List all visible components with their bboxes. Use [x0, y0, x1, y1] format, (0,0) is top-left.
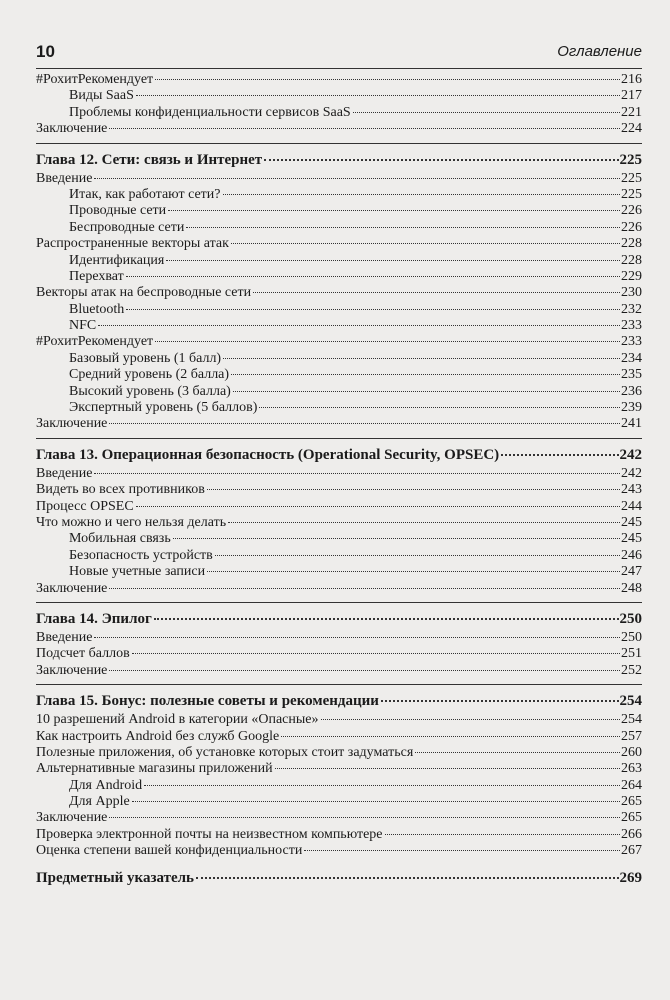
toc-entry[interactable]: [36, 285, 642, 301]
toc-page-number: 269: [619, 869, 642, 886]
dot-leader: [228, 522, 620, 523]
dot-leader: [109, 423, 620, 424]
dot-leader: [126, 309, 620, 310]
toc-entry[interactable]: [36, 564, 642, 580]
toc-page-number: 254: [621, 712, 642, 728]
toc-entry-title: Процесс OPSEC: [36, 498, 134, 514]
toc-page-number: 224: [621, 121, 642, 137]
toc-chapter-entry[interactable]: [36, 691, 642, 712]
toc-entry[interactable]: [36, 302, 642, 318]
toc-page-number: 244: [621, 498, 642, 514]
toc-page-number: 221: [621, 104, 642, 120]
toc-entry[interactable]: [36, 843, 642, 859]
page-header: [36, 42, 642, 69]
toc-entry-title: Глава 14. Эпилог: [36, 610, 152, 627]
toc-page-number: 217: [621, 88, 642, 104]
section-divider: [36, 684, 642, 685]
toc-page-number: 234: [621, 350, 642, 366]
dot-leader: [264, 159, 618, 161]
toc-entry[interactable]: [36, 646, 642, 662]
toc-entry-title: Глава 13. Операционная безопасность (Operational Security, OPSEC): [36, 446, 500, 463]
toc-page-number: 230: [621, 285, 642, 301]
toc-entry-title: Подсчет баллов: [36, 646, 130, 662]
dot-leader: [126, 276, 620, 277]
dot-leader: [233, 391, 620, 392]
dot-leader: [501, 454, 618, 456]
toc-entry[interactable]: [36, 745, 642, 761]
toc-entry[interactable]: [36, 105, 642, 121]
toc-entry-title: Мобильная связь: [69, 531, 171, 547]
toc-entry-title: Что можно и чего нельзя делать: [36, 514, 227, 530]
toc-entry-title: Предметный указатель: [36, 869, 194, 886]
toc-entry-title: Средний уровень (2 балла): [69, 367, 230, 383]
running-header-title: Оглавление: [557, 43, 642, 60]
toc-entry[interactable]: [36, 253, 642, 269]
dot-leader: [144, 785, 620, 786]
toc-page-number: 235: [621, 367, 642, 383]
dot-leader: [415, 752, 620, 753]
dot-leader: [94, 637, 620, 638]
toc-page-number: 225: [619, 151, 642, 168]
toc-page-number: 245: [621, 514, 642, 530]
toc-entry-title: #РохитРекомендует: [36, 334, 154, 350]
toc-entry[interactable]: [36, 827, 642, 843]
dot-leader: [253, 292, 620, 293]
toc-page-number: 267: [621, 843, 642, 859]
toc-entry-title: Для Android: [69, 777, 143, 793]
toc-entry-title: Для Apple: [69, 794, 130, 810]
toc-entry[interactable]: [36, 187, 642, 203]
dot-leader: [215, 555, 620, 556]
toc-entry-title: Высокий уровень (3 балла): [69, 383, 231, 399]
dot-leader: [223, 358, 620, 359]
toc-page-number: 243: [621, 482, 642, 498]
dot-leader: [385, 834, 620, 835]
toc-page-number: 264: [621, 777, 642, 793]
toc-entry[interactable]: [36, 203, 642, 219]
toc-chapter-entry[interactable]: [36, 150, 642, 171]
toc-entry[interactable]: [36, 220, 642, 236]
toc-entry-title: Оценка степени вашей конфиденциальности: [36, 843, 303, 859]
toc-page-number: 265: [621, 794, 642, 810]
dot-leader: [281, 736, 620, 737]
toc-page-number: 254: [619, 693, 642, 710]
toc-entry[interactable]: [36, 548, 642, 564]
dot-leader: [275, 768, 620, 769]
dot-leader: [196, 877, 619, 879]
toc-entry[interactable]: [36, 72, 642, 88]
dot-leader: [166, 260, 620, 261]
toc-entry[interactable]: [36, 466, 642, 482]
toc-entry[interactable]: [36, 400, 642, 416]
section-divider: [36, 438, 642, 439]
toc-chapter-entry[interactable]: [36, 609, 642, 630]
toc-page-number: 263: [621, 761, 642, 777]
toc-entry-title: Глава 15. Бонус: полезные советы и рекомендации: [36, 693, 379, 710]
toc-page-number: 225: [621, 186, 642, 202]
toc-entry[interactable]: [36, 88, 642, 104]
toc-page-number: 251: [621, 646, 642, 662]
dot-leader: [136, 95, 620, 96]
dot-leader: [94, 178, 620, 179]
toc-page-number: 248: [621, 580, 642, 596]
toc-page-number: 232: [621, 301, 642, 317]
toc-page-number: 247: [621, 564, 642, 580]
toc-page-number: 245: [621, 531, 642, 547]
toc-entry-title: Распространенные векторы атак: [36, 236, 229, 252]
toc-entry[interactable]: [36, 482, 642, 498]
toc-chapter-entry[interactable]: [36, 868, 642, 889]
toc-entry-title: Итак, как работают сети?: [69, 186, 221, 202]
dot-leader: [132, 801, 620, 802]
toc-page-number: 233: [621, 334, 642, 350]
dot-leader: [231, 374, 620, 375]
dot-leader: [136, 506, 620, 507]
toc-entry[interactable]: [36, 367, 642, 383]
toc-entry[interactable]: [36, 581, 642, 597]
toc-entry[interactable]: [36, 515, 642, 531]
toc-page-number: 241: [621, 416, 642, 432]
toc-entry-title: Заключение: [36, 416, 108, 432]
dot-leader: [207, 571, 620, 572]
section-divider: [36, 602, 642, 603]
dot-leader: [109, 588, 620, 589]
toc-entry-title: Введение: [36, 170, 93, 186]
toc-entry-title: Заключение: [36, 121, 108, 137]
dot-leader: [109, 817, 620, 818]
toc-entry-title: #РохитРекомендует: [36, 72, 154, 87]
toc-entry-title: Альтернативные магазины приложений: [36, 761, 273, 777]
dot-leader: [155, 79, 620, 80]
dot-leader: [168, 210, 620, 211]
toc-entry[interactable]: [36, 663, 642, 679]
toc-entry[interactable]: [36, 318, 642, 334]
dot-leader: [223, 194, 621, 195]
toc-entry-title: NFC: [69, 318, 97, 334]
toc-entry[interactable]: [36, 630, 642, 646]
toc-page-number: 226: [621, 203, 642, 219]
toc-entry-title: Глава 12. Сети: связь и Интернет: [36, 151, 263, 168]
toc-page-number: 260: [621, 744, 642, 760]
dot-leader: [381, 700, 619, 702]
toc-entry[interactable]: [36, 236, 642, 252]
toc-page-number: 265: [621, 810, 642, 826]
toc-entry[interactable]: [36, 499, 642, 515]
toc-entry[interactable]: [36, 761, 642, 777]
dot-leader: [132, 653, 620, 654]
toc-page-number: 229: [621, 268, 642, 284]
dot-leader: [98, 325, 620, 326]
toc-page-number: 242: [621, 465, 642, 481]
dot-leader: [109, 128, 620, 129]
toc-entry-title: Идентификация: [69, 252, 165, 268]
dot-leader: [259, 407, 620, 408]
toc-entry-title: Векторы атак на беспроводные сети: [36, 285, 252, 301]
dot-leader: [154, 618, 619, 620]
toc-page-number: 246: [621, 547, 642, 563]
toc-entry-title: Базовый уровень (1 балл): [69, 350, 222, 366]
toc-page-number: 239: [621, 400, 642, 416]
dot-leader: [207, 489, 620, 490]
toc-entry-title: Введение: [36, 465, 93, 481]
toc-entry-title: Полезные приложения, об установке которых стоит задуматься: [36, 744, 414, 760]
toc-page-number: 266: [621, 826, 642, 842]
toc-entry-title: 10 разрешений Android в категории «Опасные»: [36, 712, 319, 728]
dot-leader: [109, 670, 620, 671]
dot-leader: [94, 473, 620, 474]
toc-entry[interactable]: [36, 351, 642, 367]
toc-page-number: 225: [621, 170, 642, 186]
toc-page-number: 252: [621, 662, 642, 678]
dot-leader: [353, 112, 620, 113]
dot-leader: [173, 538, 620, 539]
toc-entry[interactable]: [36, 729, 642, 745]
toc-entry-title: Безопасность устройств: [69, 547, 213, 563]
toc-page-number: 250: [621, 629, 642, 645]
toc-entry-title: Перехват: [69, 268, 124, 284]
section-divider: [36, 143, 642, 144]
toc-entry-title: Проблемы конфиденциальности сервисов SaaS: [69, 104, 351, 120]
dot-leader: [155, 341, 620, 342]
table-of-contents: [36, 72, 642, 889]
toc-entry[interactable]: [36, 712, 642, 728]
toc-entry[interactable]: [36, 810, 642, 826]
toc-entry-title: Заключение: [36, 662, 108, 678]
toc-entry-title: Виды SaaS: [69, 88, 134, 104]
toc-chapter-entry[interactable]: [36, 445, 642, 466]
toc-page-number: 250: [619, 610, 642, 627]
dot-leader: [231, 243, 620, 244]
toc-entry-title: Введение: [36, 629, 93, 645]
toc-entry-title: Проводные сети: [69, 203, 167, 219]
toc-page-number: 257: [621, 728, 642, 744]
toc-entry-title: Видеть во всех противников: [36, 482, 205, 498]
toc-entry[interactable]: [36, 531, 642, 547]
toc-entry[interactable]: [36, 269, 642, 285]
toc-entry-title: Экспертный уровень (5 баллов): [69, 400, 258, 416]
toc-entry-title: Как настроить Android без служб Google: [36, 728, 280, 744]
toc-page-number: 226: [621, 219, 642, 235]
toc-page-number: 228: [621, 236, 642, 252]
toc-entry-title: Беспроводные сети: [69, 219, 185, 235]
toc-page-number: 233: [621, 318, 642, 334]
dot-leader: [304, 850, 620, 851]
toc-entry[interactable]: [36, 334, 642, 350]
toc-page-number: 242: [619, 446, 642, 463]
toc-page-number: 236: [621, 383, 642, 399]
dot-leader: [186, 227, 620, 228]
toc-entry-title: Заключение: [36, 580, 108, 596]
page-number: 10: [36, 42, 55, 61]
dot-leader: [321, 719, 621, 720]
toc-entry-title: Bluetooth: [69, 301, 125, 317]
toc-entry[interactable]: [36, 121, 642, 137]
toc-entry[interactable]: [36, 416, 642, 432]
toc-entry-title: Заключение: [36, 810, 108, 826]
toc-entry-title: Новые учетные записи: [69, 564, 206, 580]
toc-entry[interactable]: [36, 171, 642, 187]
section-gap: [36, 860, 642, 868]
toc-page-number: 228: [621, 252, 642, 268]
toc-entry-title: Проверка электронной почты на неизвестном компьютере: [36, 826, 383, 842]
toc-entry[interactable]: [36, 778, 642, 794]
toc-entry[interactable]: [36, 794, 642, 810]
toc-page-number: 216: [621, 72, 642, 87]
toc-entry[interactable]: [36, 384, 642, 400]
